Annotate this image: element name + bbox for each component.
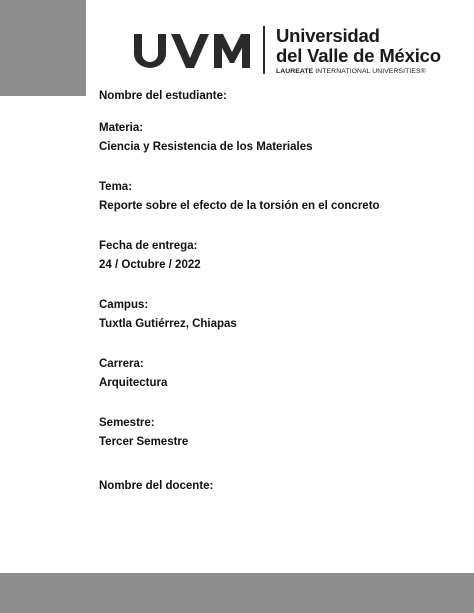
uvm-logo-mark (134, 34, 254, 68)
due-date-label: Fecha de entrega: (99, 240, 198, 252)
student-name-label: Nombre del estudiante: (99, 90, 227, 102)
campus-label: Campus: (99, 299, 149, 311)
subject-value: Ciencia y Resistencia de los Materiales (99, 141, 313, 153)
due-date-value: 24 / Octubre / 2022 (99, 259, 201, 271)
career-value: Arquitectura (99, 377, 168, 389)
gray-footer-band (0, 573, 474, 613)
university-name-line1: Universidad (276, 25, 380, 46)
teacher-name-label: Nombre del docente: (99, 480, 214, 492)
career-label: Carrera: (99, 358, 144, 370)
logo-divider (263, 26, 265, 74)
subject-label: Materia: (99, 122, 144, 134)
laureate-tagline-bold: LAUREATE (276, 68, 314, 75)
university-name-line2: del Valle de México (276, 45, 441, 66)
topic-label: Tema: (99, 181, 133, 193)
campus-value: Tuxtla Gutiérrez, Chiapas (99, 318, 237, 330)
university-logo (134, 26, 444, 76)
laureate-tagline (276, 68, 426, 75)
semester-value: Tercer Semestre (99, 436, 189, 448)
gray-corner-band (0, 0, 86, 96)
semester-label: Semestre: (99, 417, 155, 429)
university-name (276, 26, 441, 66)
laureate-tagline-rest: INTERNATIONAL UNIVERSITIES® (313, 68, 426, 75)
topic-value: Reporte sobre el efecto de la torsión en el concreto (99, 200, 380, 212)
